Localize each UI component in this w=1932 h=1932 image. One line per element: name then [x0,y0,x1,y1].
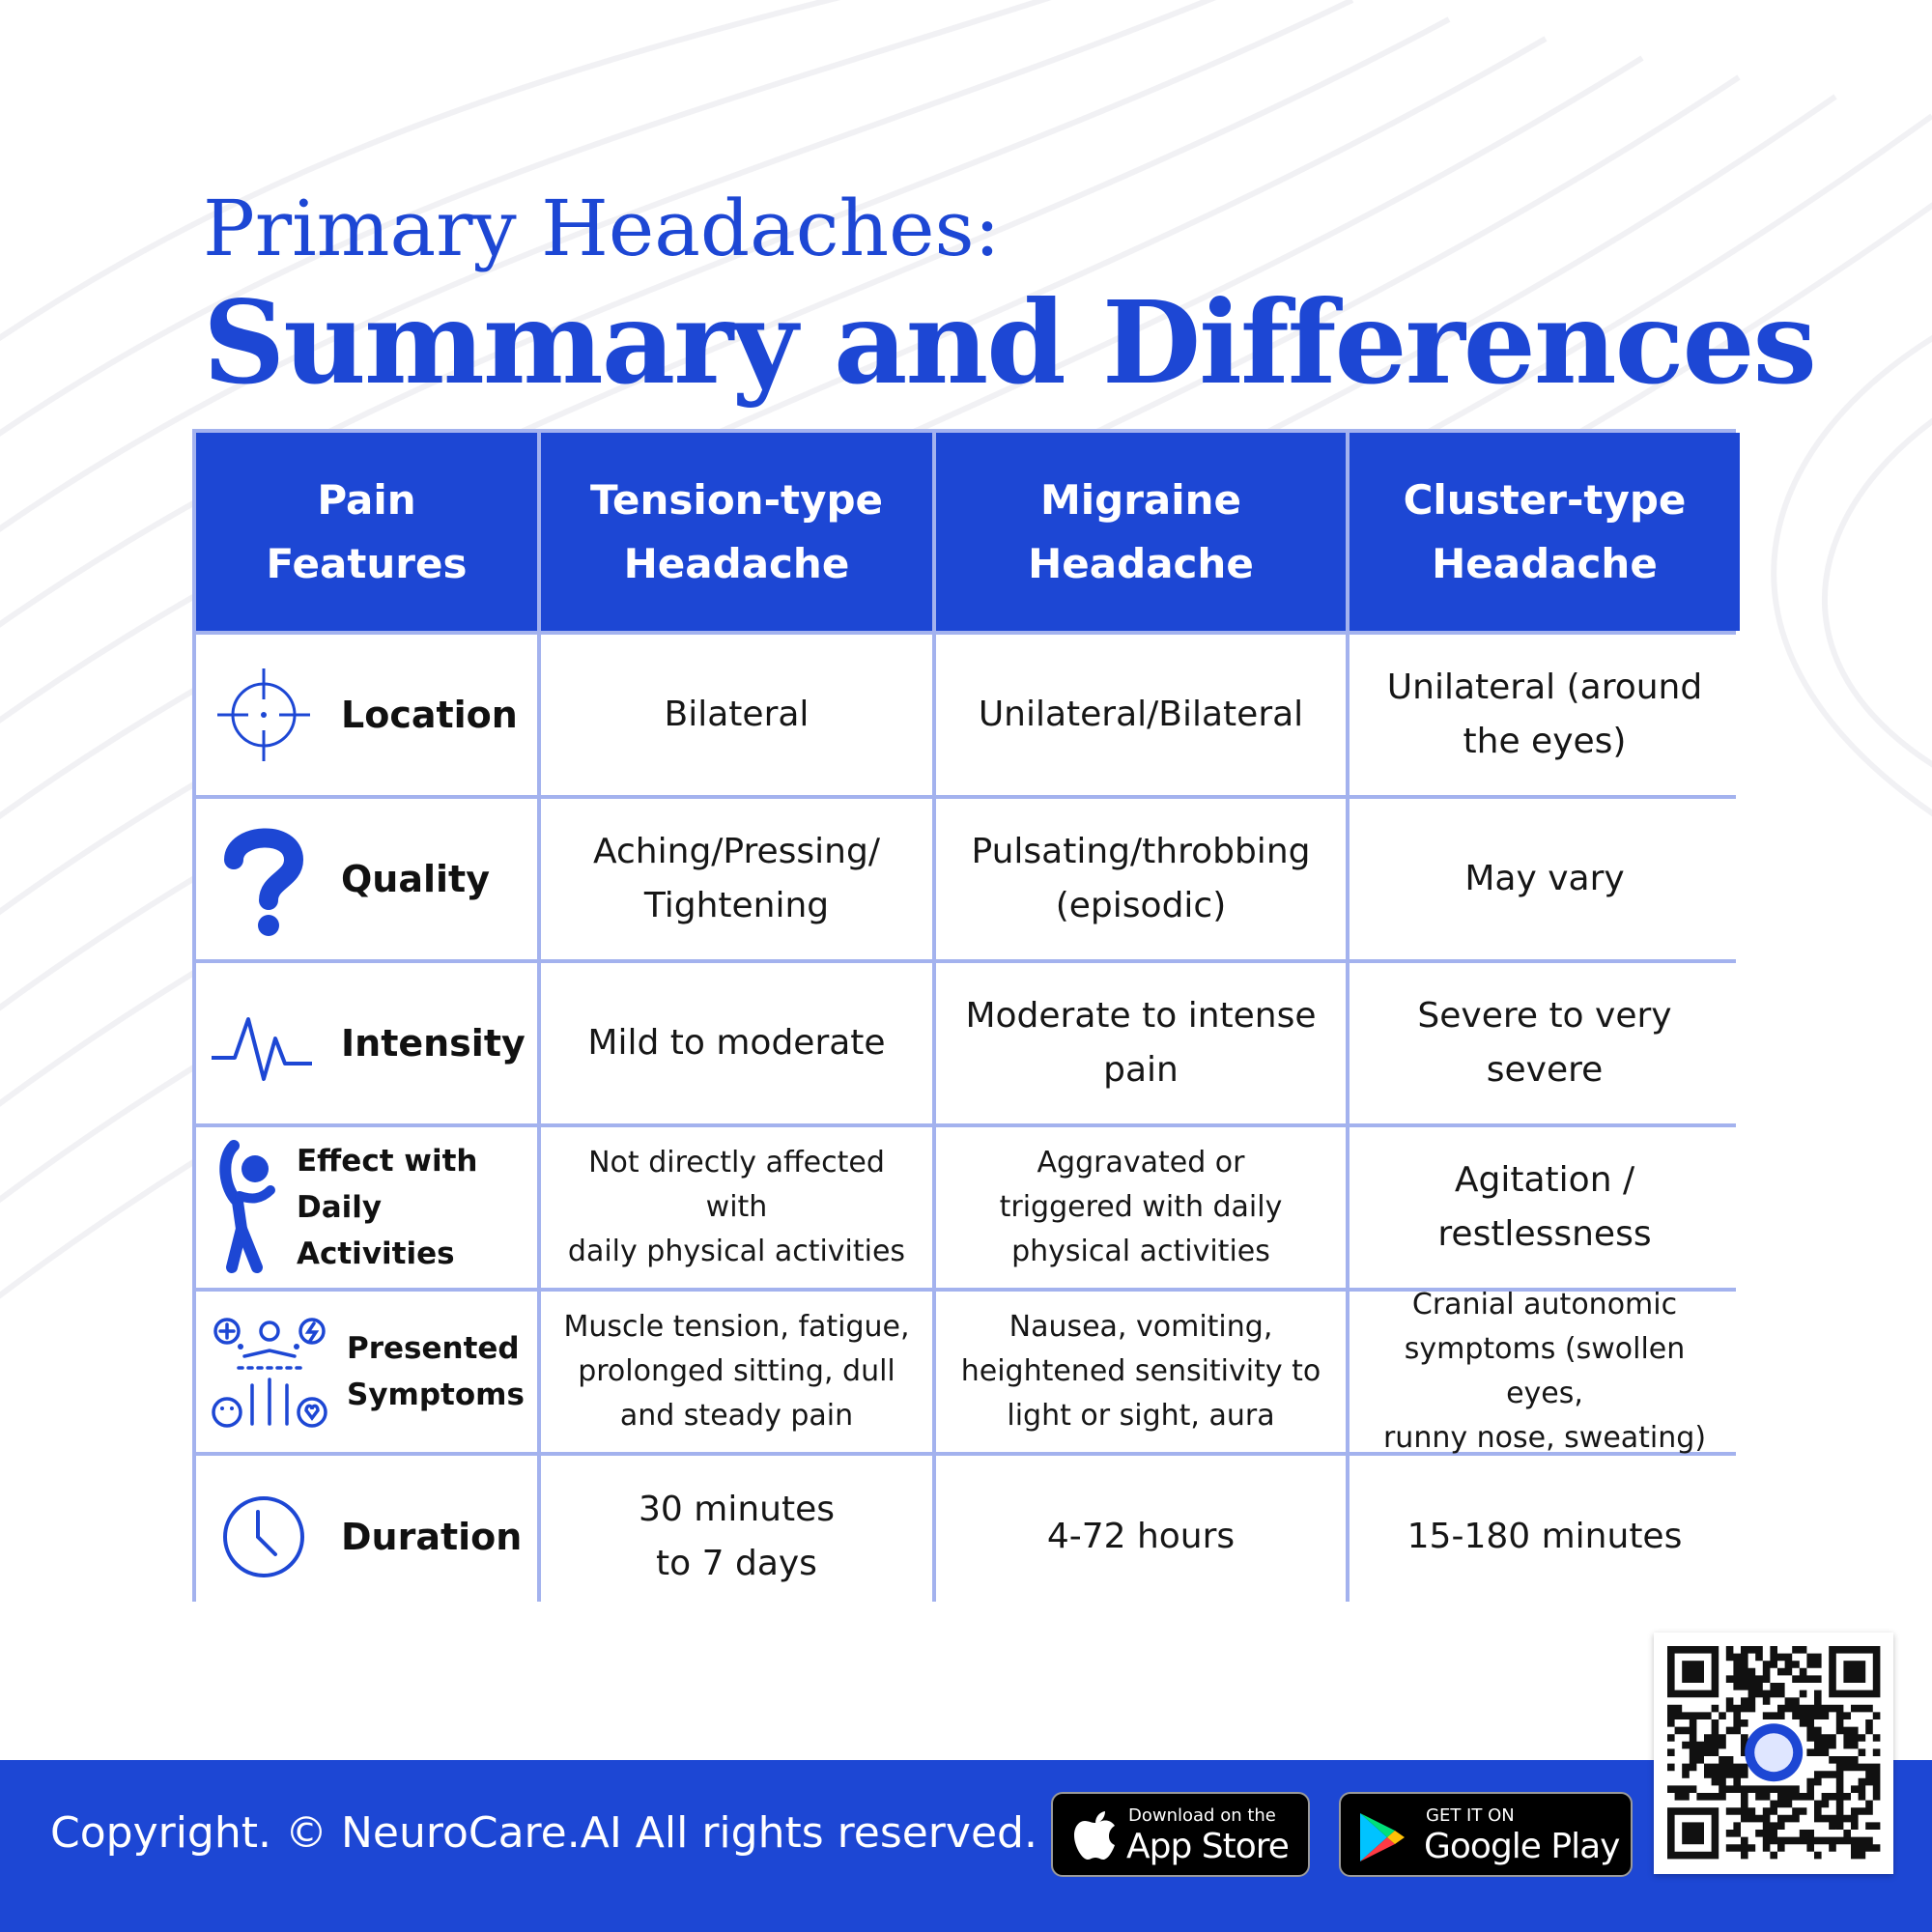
qr-code[interactable] [1654,1633,1893,1874]
google-play-big-text: Google Play [1424,1827,1620,1866]
qr-code-pattern [1654,1633,1893,1874]
feature-presented-symptoms [196,1292,537,1452]
stretching-person-icon [210,1150,293,1265]
header-cluster-type [1350,433,1740,631]
cell-text: 30 minutes to 7 days [639,1489,835,1583]
feature-label: Location [341,694,518,736]
feature-duration [196,1456,537,1617]
feature-label: Presented Symptoms [347,1331,525,1412]
header-tension-type [541,433,932,631]
feature-label: Intensity [341,1022,526,1065]
app-store-button[interactable] [1051,1792,1310,1877]
feature-location [196,635,537,795]
cell-text: 4-72 hours [1046,1516,1236,1556]
cell-text: 15-180 minutes [1406,1516,1683,1556]
feature-label: Duration [341,1515,523,1558]
cell-tension-quality [541,799,932,959]
cell-text: Agitation / restlessness [1437,1160,1652,1254]
header-migraine [936,433,1346,631]
title-line-1: Primary Headaches: [203,184,1001,273]
cell-tension-effect [541,1127,932,1288]
cell-cluster-location [1350,635,1740,795]
cell-cluster-quality [1350,799,1740,959]
cell-migraine-intensity [936,963,1346,1123]
copyright-text: Copyright. © NeuroCare.AI All rights reserved. [50,1808,1037,1858]
cell-cluster-duration [1350,1456,1740,1617]
clock-icon [210,1479,318,1595]
feature-label: Quality [341,858,490,900]
headache-comparison-table [192,429,1736,1602]
cell-cluster-symptoms [1350,1288,1740,1455]
cell-text: Muscle tension, fatigue, prolonged sitting, dull and steady pain [563,1310,910,1433]
feature-quality [196,799,537,959]
cell-text: Aggravated or triggered with daily physical activities [999,1146,1283,1268]
cell-migraine-location [936,635,1346,795]
cell-tension-intensity [541,963,932,1123]
feature-effect-daily-activities [196,1127,537,1288]
cell-tension-location [541,635,932,795]
google-play-small-text: GET IT ON [1426,1805,1515,1826]
cell-cluster-effect [1350,1127,1740,1288]
cell-text: Moderate to intense pain [965,996,1317,1090]
google-play-icon [1358,1811,1406,1863]
cell-cluster-intensity [1350,963,1740,1123]
cell-text: Cranial autonomic symptoms (swollen eyes, runny nose, sweating) [1382,1288,1707,1455]
cell-migraine-effect [936,1127,1346,1288]
cell-text: Unilateral/Bilateral [978,695,1304,734]
cell-migraine-symptoms [936,1292,1346,1452]
cell-tension-symptoms [541,1292,932,1452]
cell-tension-duration [541,1456,932,1617]
feature-intensity [196,963,537,1123]
cell-text: Not directly affected with daily physical activities [567,1146,906,1268]
cell-text: Nausea, vomiting, heightened sensitivity to light or sight, aura [960,1310,1321,1433]
header-label: Migraine Headache [1028,475,1254,587]
cell-migraine-duration [936,1456,1346,1617]
cell-text: Pulsating/throbbing (episodic) [971,832,1311,925]
apple-icon [1072,1809,1117,1861]
cell-text: Mild to moderate [587,1023,886,1063]
symptoms-icon [210,1314,329,1430]
app-store-big-text: App Store [1126,1827,1289,1866]
cell-migraine-quality [936,799,1346,959]
feature-label: Effect with Daily Activities [297,1144,478,1271]
cell-text: May vary [1464,859,1625,898]
crosshair-icon [210,657,318,773]
header-pain-features [196,433,537,631]
cell-text: Unilateral (around the eyes) [1386,668,1703,761]
google-play-button[interactable] [1339,1792,1633,1877]
header-label: Pain Features [266,475,468,587]
header-label: Tension-type Headache [589,475,884,587]
cell-text: Bilateral [664,695,810,734]
cell-text: Severe to very severe [1417,996,1672,1090]
pulse-icon [210,985,318,1101]
title-line-2: Summary and Differences [203,275,1815,410]
question-mark-icon [210,821,318,937]
app-store-small-text: Download on the [1128,1805,1276,1826]
header-label: Cluster-type Headache [1403,475,1687,587]
cell-text: Aching/Pressing/ Tightening [593,832,880,925]
